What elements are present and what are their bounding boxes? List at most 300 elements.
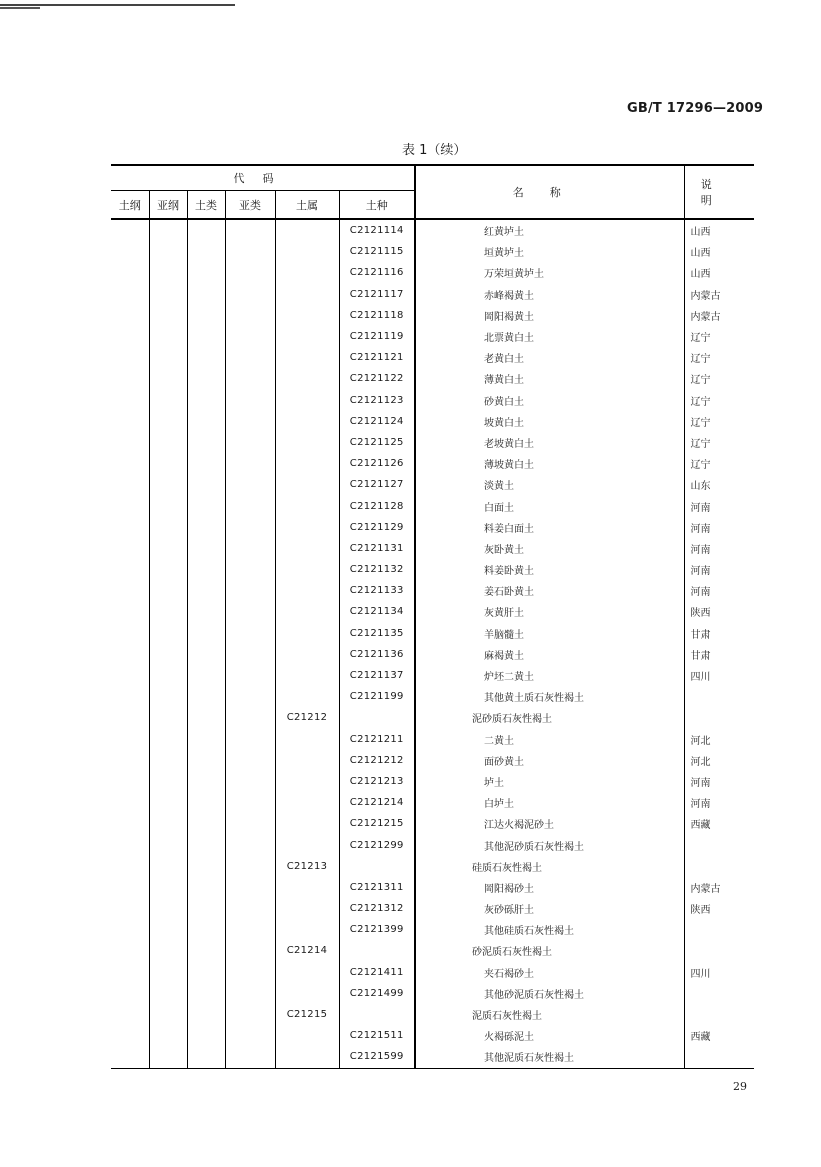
tushu-cell	[275, 1046, 339, 1068]
note-cell	[684, 940, 754, 961]
yalei-cell	[225, 580, 275, 601]
tulei-cell	[187, 390, 225, 411]
tushu-cell	[275, 644, 339, 665]
tulei-cell	[187, 919, 225, 940]
note-cell	[684, 983, 754, 1004]
tushu-cell	[275, 1025, 339, 1046]
tulei-cell	[187, 983, 225, 1004]
yagang-cell	[149, 241, 187, 262]
tulei-cell	[187, 644, 225, 665]
name-cell: 白面土	[415, 495, 684, 516]
note-cell	[684, 1004, 754, 1025]
table-row	[111, 559, 754, 580]
tuzhong-cell: C2121134	[339, 601, 415, 622]
name-cell: 白垆土	[415, 792, 684, 813]
tuzhong-cell: C2121116	[339, 262, 415, 283]
tugang-cell	[111, 792, 149, 813]
name-cell: 江达火褐泥砂土	[415, 813, 684, 834]
tuzhong-cell: C2121211	[339, 729, 415, 750]
yagang-cell	[149, 559, 187, 580]
table-row	[111, 856, 754, 877]
yalei-cell	[225, 686, 275, 707]
tugang-cell	[111, 495, 149, 516]
tushu-cell	[275, 919, 339, 940]
table-row	[111, 877, 754, 898]
tuzhong-cell: C2121132	[339, 559, 415, 580]
name-cell: 薄黄白土	[415, 368, 684, 389]
yalei-cell	[225, 305, 275, 326]
name-cell: 灰黄肝土	[415, 601, 684, 622]
tushu-cell	[275, 898, 339, 919]
yalei-cell	[225, 834, 275, 855]
tugang-cell	[111, 644, 149, 665]
yagang-cell	[149, 962, 187, 983]
yalei-cell	[225, 898, 275, 919]
yagang-cell	[149, 580, 187, 601]
tulei-cell	[187, 284, 225, 305]
tulei-cell	[187, 219, 225, 241]
header-row-1	[111, 165, 754, 191]
tushu-cell	[275, 495, 339, 516]
yagang-cell	[149, 390, 187, 411]
tuzhong-cell: C2121212	[339, 750, 415, 771]
note-cell: 辽宁	[684, 390, 754, 411]
yagang-cell	[149, 219, 187, 241]
tugang-cell	[111, 665, 149, 686]
tulei-cell	[187, 368, 225, 389]
tugang-cell	[111, 326, 149, 347]
tuzhong-cell: C2121131	[339, 538, 415, 559]
tushu-cell	[275, 305, 339, 326]
tulei-cell	[187, 1004, 225, 1025]
yagang-cell	[149, 898, 187, 919]
tuzhong-cell: C2121199	[339, 686, 415, 707]
tushu-cell	[275, 411, 339, 432]
tugang-cell	[111, 962, 149, 983]
tuzhong-cell: C2121599	[339, 1046, 415, 1068]
table-row	[111, 580, 754, 601]
tulei-cell	[187, 686, 225, 707]
tushu-cell: C21212	[275, 707, 339, 728]
yalei-cell	[225, 326, 275, 347]
yagang-cell	[149, 665, 187, 686]
name-cell: 垣黄垆土	[415, 241, 684, 262]
name-cell: 砂黄白土	[415, 390, 684, 411]
yagang-cell	[149, 347, 187, 368]
yagang-cell	[149, 983, 187, 1004]
tushu-cell	[275, 474, 339, 495]
yalei-cell	[225, 241, 275, 262]
tuzhong-cell: C2121312	[339, 898, 415, 919]
tushu-cell	[275, 623, 339, 644]
name-cell: 其他硅质石灰性褐土	[415, 919, 684, 940]
table-row	[111, 898, 754, 919]
name-cell: 姜石卧黄土	[415, 580, 684, 601]
tushu-cell	[275, 877, 339, 898]
yalei-cell	[225, 601, 275, 622]
tugang-cell	[111, 432, 149, 453]
tuzhong-cell: C2121133	[339, 580, 415, 601]
yalei-cell	[225, 1025, 275, 1046]
name-cell: 硅质石灰性褐土	[415, 856, 684, 877]
tushu-cell	[275, 962, 339, 983]
tugang-cell	[111, 983, 149, 1004]
code-group-header: 代码	[111, 165, 415, 191]
tushu-cell	[275, 347, 339, 368]
tulei-cell	[187, 856, 225, 877]
tugang-cell	[111, 559, 149, 580]
note-cell: 河南	[684, 792, 754, 813]
note-cell	[684, 856, 754, 877]
tugang-cell	[111, 474, 149, 495]
yagang-cell	[149, 326, 187, 347]
note-cell: 四川	[684, 665, 754, 686]
note-cell	[684, 919, 754, 940]
yagang-cell	[149, 771, 187, 792]
yalei-cell	[225, 665, 275, 686]
tushu-cell	[275, 834, 339, 855]
table-row	[111, 262, 754, 283]
tuzhong-cell: C2121511	[339, 1025, 415, 1046]
yalei-cell	[225, 919, 275, 940]
soil-classification-table	[111, 164, 754, 1069]
yalei-cell	[225, 707, 275, 728]
name-cell: 淡黄土	[415, 474, 684, 495]
name-cell: 料姜卧黄土	[415, 559, 684, 580]
tugang-cell	[111, 877, 149, 898]
name-cell: 其他黄土质石灰性褐土	[415, 686, 684, 707]
tulei-cell	[187, 962, 225, 983]
note-cell	[684, 1046, 754, 1068]
tushu-cell	[275, 601, 339, 622]
tushu-cell	[275, 368, 339, 389]
tuzhong-cell	[339, 707, 415, 728]
yagang-cell	[149, 623, 187, 644]
tushu-cell	[275, 538, 339, 559]
tuzhong-cell: C2121136	[339, 644, 415, 665]
yalei-cell	[225, 1046, 275, 1068]
tuzhong-cell: C2121126	[339, 453, 415, 474]
tulei-cell	[187, 559, 225, 580]
yagang-cell	[149, 517, 187, 538]
tushu-cell	[275, 326, 339, 347]
tuzhong-cell: C2121213	[339, 771, 415, 792]
yagang-cell	[149, 284, 187, 305]
tugang-cell	[111, 686, 149, 707]
table-row	[111, 517, 754, 538]
yagang-cell	[149, 686, 187, 707]
tuzhong-cell: C2121499	[339, 983, 415, 1004]
yalei-cell	[225, 750, 275, 771]
tulei-cell	[187, 580, 225, 601]
tushu-cell	[275, 284, 339, 305]
tuzhong-cell: C2121124	[339, 411, 415, 432]
tulei-cell	[187, 813, 225, 834]
tuzhong-cell: C2121125	[339, 432, 415, 453]
tushu-cell	[275, 750, 339, 771]
yagang-cell	[149, 919, 187, 940]
note-cell: 西藏	[684, 1025, 754, 1046]
yagang-cell	[149, 601, 187, 622]
name-cell: 泥砂质石灰性褐土	[415, 707, 684, 728]
name-cell: 红黄垆土	[415, 219, 684, 241]
tulei-cell	[187, 474, 225, 495]
table-row	[111, 305, 754, 326]
name-cell: 垆土	[415, 771, 684, 792]
yalei-cell	[225, 432, 275, 453]
note-cell: 内蒙古	[684, 877, 754, 898]
tulei-cell	[187, 623, 225, 644]
tuzhong-cell: C2121129	[339, 517, 415, 538]
tulei-cell	[187, 411, 225, 432]
tulei-cell	[187, 326, 225, 347]
tuzhong-cell: C2121123	[339, 390, 415, 411]
scan-artifact-line	[0, 7, 40, 9]
yagang-cell	[149, 453, 187, 474]
tugang-cell	[111, 771, 149, 792]
tuzhong-cell: C2121311	[339, 877, 415, 898]
yagang-cell	[149, 1004, 187, 1025]
note-cell: 甘肃	[684, 623, 754, 644]
note-cell: 陕西	[684, 601, 754, 622]
name-cell: 羊脑髓土	[415, 623, 684, 644]
tuzhong-cell: C2121127	[339, 474, 415, 495]
yagang-cell	[149, 729, 187, 750]
note-column-header: 说明	[684, 165, 754, 219]
table-row	[111, 453, 754, 474]
tulei-cell	[187, 940, 225, 961]
tuzhong-cell: C2121215	[339, 813, 415, 834]
tuzhong-column-header: 土种	[339, 191, 415, 220]
note-cell	[684, 707, 754, 728]
tuzhong-cell	[339, 940, 415, 961]
yalei-column-header: 亚类	[225, 191, 275, 220]
note-cell: 辽宁	[684, 432, 754, 453]
tushu-column-header: 土属	[275, 191, 339, 220]
tulei-cell	[187, 1046, 225, 1068]
tulei-cell	[187, 432, 225, 453]
tugang-cell	[111, 707, 149, 728]
name-cell: 灰卧黄土	[415, 538, 684, 559]
yalei-cell	[225, 453, 275, 474]
table-row	[111, 326, 754, 347]
page-number: 29	[733, 1080, 747, 1093]
name-cell: 其他泥砂质石灰性褐土	[415, 834, 684, 855]
tulei-cell	[187, 1025, 225, 1046]
tushu-cell	[275, 729, 339, 750]
yalei-cell	[225, 284, 275, 305]
table-row	[111, 707, 754, 728]
tugang-column-header: 土纲	[111, 191, 149, 220]
yalei-cell	[225, 495, 275, 516]
scan-artifact-line	[0, 4, 235, 6]
table-row	[111, 919, 754, 940]
yalei-cell	[225, 877, 275, 898]
tugang-cell	[111, 241, 149, 262]
tushu-cell	[275, 771, 339, 792]
tugang-cell	[111, 856, 149, 877]
table-row	[111, 390, 754, 411]
note-cell: 辽宁	[684, 347, 754, 368]
tugang-cell	[111, 580, 149, 601]
note-cell: 四川	[684, 962, 754, 983]
note-cell: 河北	[684, 750, 754, 771]
name-cell: 二黄土	[415, 729, 684, 750]
yagang-cell	[149, 856, 187, 877]
yagang-cell	[149, 368, 187, 389]
tuzhong-cell: C2121299	[339, 834, 415, 855]
table-row	[111, 983, 754, 1004]
tuzhong-cell: C2121128	[339, 495, 415, 516]
tushu-cell: C21213	[275, 856, 339, 877]
yagang-cell	[149, 474, 187, 495]
yagang-cell	[149, 305, 187, 326]
tushu-cell	[275, 432, 339, 453]
table-row	[111, 623, 754, 644]
tushu-cell	[275, 241, 339, 262]
name-cell: 岡阳褐砂土	[415, 877, 684, 898]
yalei-cell	[225, 729, 275, 750]
tuzhong-cell: C2121137	[339, 665, 415, 686]
tugang-cell	[111, 813, 149, 834]
name-column-header: 名称	[415, 165, 684, 219]
yalei-cell	[225, 474, 275, 495]
tulei-cell	[187, 601, 225, 622]
name-cell: 万荣垣黄垆土	[415, 262, 684, 283]
tushu-cell	[275, 983, 339, 1004]
tugang-cell	[111, 940, 149, 961]
tuzhong-cell: C2121135	[339, 623, 415, 644]
tuzhong-cell: C2121214	[339, 792, 415, 813]
tugang-cell	[111, 411, 149, 432]
table-row	[111, 538, 754, 559]
tushu-cell	[275, 262, 339, 283]
tugang-cell	[111, 284, 149, 305]
yagang-cell	[149, 432, 187, 453]
tushu-cell	[275, 390, 339, 411]
tugang-cell	[111, 517, 149, 538]
tushu-cell	[275, 792, 339, 813]
table-row	[111, 665, 754, 686]
yalei-cell	[225, 940, 275, 961]
note-cell: 内蒙古	[684, 284, 754, 305]
yagang-cell	[149, 411, 187, 432]
table-row	[111, 601, 754, 622]
tugang-cell	[111, 1004, 149, 1025]
tushu-cell: C21215	[275, 1004, 339, 1025]
tugang-cell	[111, 1046, 149, 1068]
name-cell: 其他砂泥质石灰性褐土	[415, 983, 684, 1004]
yalei-cell	[225, 411, 275, 432]
tulei-cell	[187, 241, 225, 262]
tushu-cell	[275, 219, 339, 241]
note-cell: 河南	[684, 517, 754, 538]
yalei-cell	[225, 262, 275, 283]
table-row	[111, 411, 754, 432]
table-row	[111, 284, 754, 305]
name-cell: 赤峰褐黄土	[415, 284, 684, 305]
table-row	[111, 813, 754, 834]
name-cell: 岡阳褐黄土	[415, 305, 684, 326]
tulei-cell	[187, 898, 225, 919]
tulei-cell	[187, 707, 225, 728]
note-cell: 内蒙古	[684, 305, 754, 326]
note-cell: 辽宁	[684, 453, 754, 474]
yalei-cell	[225, 390, 275, 411]
tuzhong-cell: C2121119	[339, 326, 415, 347]
yalei-cell	[225, 538, 275, 559]
name-cell: 老黄白土	[415, 347, 684, 368]
tuzhong-cell	[339, 856, 415, 877]
table-row	[111, 750, 754, 771]
table-row	[111, 219, 754, 241]
tuzhong-cell: C2121115	[339, 241, 415, 262]
table-row	[111, 792, 754, 813]
tulei-cell	[187, 834, 225, 855]
name-cell: 面砂黄土	[415, 750, 684, 771]
tushu-cell	[275, 559, 339, 580]
yalei-cell	[225, 219, 275, 241]
yagang-cell	[149, 707, 187, 728]
table-caption: 表 1（续）	[402, 143, 467, 158]
note-cell	[684, 834, 754, 855]
yagang-cell	[149, 1025, 187, 1046]
name-cell: 炉坯二黄土	[415, 665, 684, 686]
yalei-cell	[225, 856, 275, 877]
table-row	[111, 940, 754, 961]
tuzhong-cell: C2121117	[339, 284, 415, 305]
name-cell: 泥质石灰性褐土	[415, 1004, 684, 1025]
tugang-cell	[111, 898, 149, 919]
tulei-cell	[187, 347, 225, 368]
note-cell: 辽宁	[684, 411, 754, 432]
name-cell: 老坡黄白土	[415, 432, 684, 453]
yagang-column-header: 亚纲	[149, 191, 187, 220]
yalei-cell	[225, 813, 275, 834]
tugang-cell	[111, 834, 149, 855]
tushu-cell: C21214	[275, 940, 339, 961]
table-row	[111, 1046, 754, 1068]
yagang-cell	[149, 262, 187, 283]
tulei-cell	[187, 792, 225, 813]
tulei-cell	[187, 305, 225, 326]
tushu-cell	[275, 665, 339, 686]
tugang-cell	[111, 262, 149, 283]
tuzhong-cell: C2121122	[339, 368, 415, 389]
tugang-cell	[111, 538, 149, 559]
tushu-cell	[275, 453, 339, 474]
table-row	[111, 495, 754, 516]
tulei-cell	[187, 771, 225, 792]
tushu-cell	[275, 517, 339, 538]
yalei-cell	[225, 983, 275, 1004]
tugang-cell	[111, 453, 149, 474]
tulei-cell	[187, 453, 225, 474]
yalei-cell	[225, 644, 275, 665]
name-cell: 薄坡黄白土	[415, 453, 684, 474]
tulei-cell	[187, 877, 225, 898]
note-cell: 河南	[684, 771, 754, 792]
note-cell: 陕西	[684, 898, 754, 919]
yagang-cell	[149, 813, 187, 834]
tuzhong-cell: C2121121	[339, 347, 415, 368]
tulei-cell	[187, 262, 225, 283]
note-cell	[684, 686, 754, 707]
table-row	[111, 686, 754, 707]
yagang-cell	[149, 750, 187, 771]
yalei-cell	[225, 771, 275, 792]
yagang-cell	[149, 644, 187, 665]
